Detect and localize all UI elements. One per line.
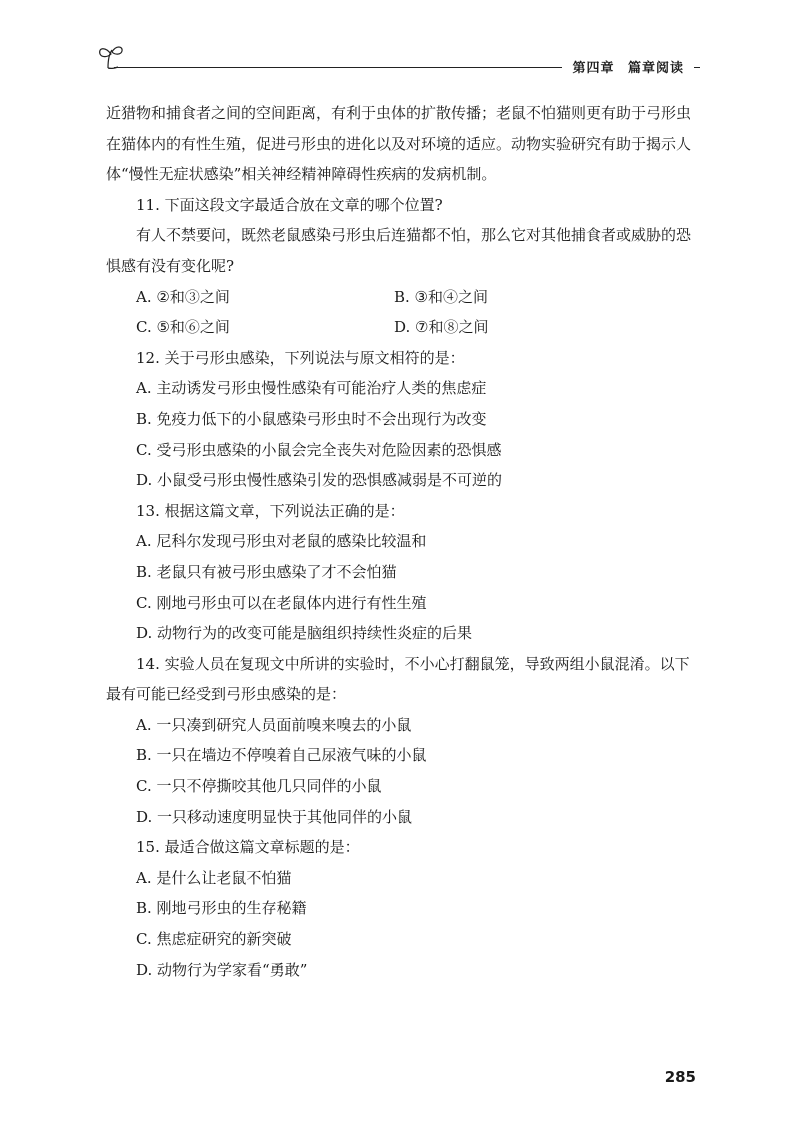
- question-15-option-b[interactable]: B. 刚地弓形虫的生存秘籍: [136, 899, 307, 918]
- chapter-heading: [562, 57, 694, 76]
- question-12-option-c[interactable]: C. 受弓形虫感染的小鼠会完全丧失对危险因素的恐惧感: [136, 440, 502, 459]
- question-12-option-a[interactable]: A. 主动诱发弓形虫慢性感染有可能治疗人类的焦虑症: [136, 379, 487, 398]
- sprout-icon: [96, 42, 126, 74]
- question-13-option-a[interactable]: A. 尼科尔发现弓形虫对老鼠的感染比较温和: [136, 532, 427, 551]
- question-13-option-c[interactable]: C. 刚地弓形虫可以在老鼠体内进行有性生殖: [136, 593, 427, 612]
- question-13-option-b[interactable]: B. 老鼠只有被弓形虫感染了才不会怕猫: [136, 562, 397, 581]
- question-14-option-a[interactable]: A. 一只凑到研究人员面前嗅来嗅去的小鼠: [136, 715, 412, 734]
- question-14-option-b[interactable]: B. 一只在墙边不停嗅着自己尿液气味的小鼠: [136, 746, 427, 765]
- question-13-option-d[interactable]: D. 动物行为的改变可能是脑组织持续性炎症的后果: [136, 624, 473, 643]
- question-11-passage: 有人不禁要问，既然老鼠感染弓形虫后连猫都不怕，那么它对其他捕食者或威胁的恐惧感有没有变化呢?: [106, 226, 692, 275]
- question-14-option-c[interactable]: C. 一只不停撕咬其他几只同伴的小鼠: [136, 777, 382, 796]
- question-11-option-d[interactable]: D. ⑦和⑧之间: [394, 318, 489, 337]
- page-content: [106, 98, 700, 985]
- question-14-option-d[interactable]: D. 一只移动速度明显快于其他同伴的小鼠: [136, 807, 413, 826]
- question-15-option-d[interactable]: D. 动物行为学家看“勇敢”: [136, 960, 308, 979]
- page-header: [96, 42, 700, 82]
- question-11-option-b[interactable]: B. ③和④之间: [394, 287, 489, 306]
- question-11-options-row-2: [106, 312, 700, 343]
- question-11-option-c[interactable]: C. ⑤和⑥之间: [136, 318, 230, 337]
- question-12-option-b[interactable]: B. 免疫力低下的小鼠感染弓形虫时不会出现行为改变: [136, 409, 487, 428]
- intro-paragraph: 近猎物和捕食者之间的空间距离，有利于虫体的扩散传播；老鼠不怕猫则更有助于弓形虫在猫体内的有性生殖，促进弓形虫的进化以及对环境的适应。动物实验研究有助于揭示人体“慢性无症状感染”相关神经精神障碍性疾病的发病机制。: [106, 104, 692, 184]
- question-13-stem: 13. 根据这篇文章，下列说法正确的是：: [136, 501, 405, 520]
- question-15-option-a[interactable]: A. 是什么让老鼠不怕猫: [136, 868, 292, 887]
- question-12-option-d[interactable]: D. 小鼠受弓形虫慢性感染引发的恐惧感减弱是不可逆的: [136, 471, 503, 490]
- question-12-stem: 12. 关于弓形虫感染，下列说法与原文相符的是：: [136, 348, 465, 367]
- question-11-option-a[interactable]: A. ②和③之间: [136, 287, 230, 306]
- chapter-label: 第四章: [572, 61, 615, 76]
- question-11-stem: 11. 下面这段文字最适合放在文章的哪个位置?: [136, 195, 443, 214]
- question-11-options-row-1: [106, 282, 700, 313]
- section-label: 篇章阅读: [627, 61, 684, 76]
- question-15-stem: 15. 最适合做这篇文章标题的是：: [136, 838, 360, 857]
- question-14-stem: 14. 实验人员在复现文中所讲的实验时，不小心打翻鼠笼，导致两组小鼠混淆。以下最有可能已经受到弓形虫感染的是：: [106, 654, 690, 704]
- page-number: 285: [664, 1068, 696, 1086]
- question-15-option-c[interactable]: C. 焦虑症研究的新突破: [136, 930, 292, 949]
